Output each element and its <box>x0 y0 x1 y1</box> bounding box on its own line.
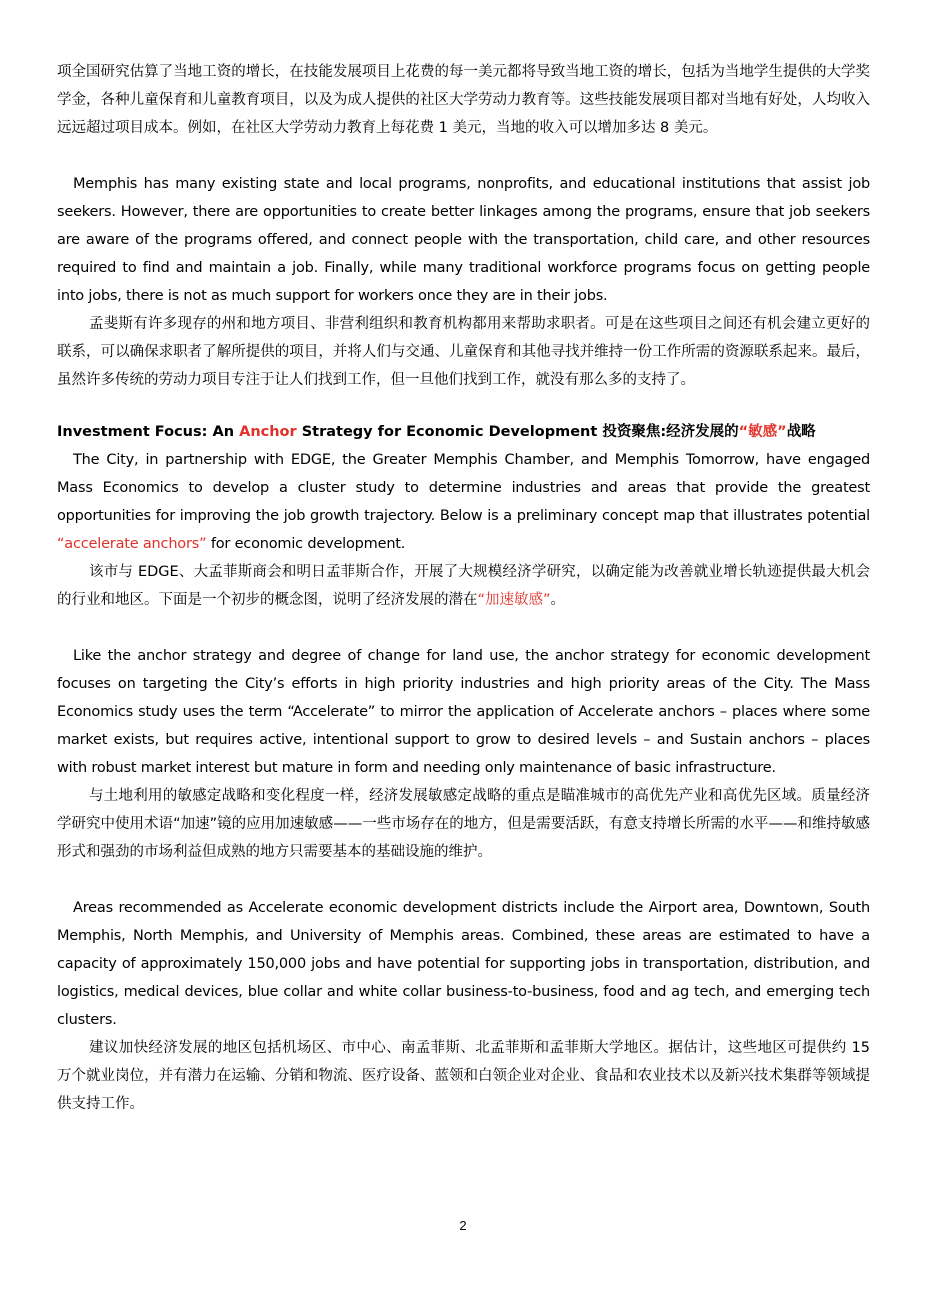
heading-part-1: Investment Focus: An <box>57 424 240 440</box>
en-city-text-a: The City, in partnership with EDGE, the Greater Memphis Chamber, and Memphis Tomorrow, have engaged Mass Economics to develop a cluster study to determine industries and areas that provide the greatest opportunities for improving the job growth trajectory. Below is a preliminary concept map that illustrates potential <box>57 452 870 524</box>
paragraph-en-areas: Areas recommended as Accelerate economic development districts include the Airport area, Downtown, South Memphis, North Memphis, and University of Memphis areas. Combined, these areas are estimated to have a capacity of approximately 150,000 jobs and have potential for supporting jobs in transportation, distribution, and logistics, medical devices, blue collar and white collar business-to-business, food and ag tech, and emerging tech clusters. <box>57 900 870 1028</box>
paragraph-en-programs: Memphis has many existing state and local programs, nonprofits, and educational institutions that assist job seekers. However, there are opportunities to create better linkages among the programs, ensure that job seekers are aware of the programs offered, and connect people with the transportation, child care, and other resources required to find and maintain a job. Finally, while many traditional workforce programs focus on getting people into jobs, there is not as much support for workers once they are in their jobs. <box>57 176 870 304</box>
section-heading <box>57 418 870 446</box>
heading-sensitive-red: “敏感” <box>738 424 787 440</box>
heading-part-2: Strategy for Economic Development 投资聚焦:经济发展的 <box>296 424 739 440</box>
paragraph-zh-programs: 孟斐斯有许多现存的州和地方项目、非营利组织和教育机构都用来帮助求职者。可是在这些项目之间还有机会建立更好的联系，可以确保求职者了解所提供的项目，并将人们与交通、儿童保育和其他寻找并维持一份工作所需的资源联系起来。最后，虽然许多传统的劳动力项目专注于让人们找到工作，但一旦他们找到工作，就没有那么多的支持了。 <box>57 316 870 388</box>
document-page <box>57 58 870 1118</box>
en-city-text-b: for economic development. <box>206 536 406 552</box>
en-city-accelerate-anchors: “accelerate anchors” <box>57 536 207 552</box>
page-number: 2 <box>459 1218 467 1233</box>
zh-city-accelerate-sensitive: “加速敏感” <box>477 592 551 608</box>
paragraph-zh-areas: 建议加快经济发展的地区包括机场区、市中心、南孟菲斯、北孟菲斯和孟菲斯大学地区。据估计，这些地区可提供约 15 万个就业岗位，并有潜力在运输、分销和物流、医疗设备、蓝领和白领企业对企业、食品和农业技术以及新兴技术集群等领域提供支持工作。 <box>57 1040 870 1112</box>
paragraph-zh-intro: 项全国研究估算了当地工资的增长，在技能发展项目上花费的每一美元都将导致当地工资的增长，包括为当地学生提供的大学奖学金，各种儿童保育和儿童教育项目，以及为成人提供的社区大学劳动力教育等。这些技能发展项目都对当地有好处，人均收入远远超过项目成本。例如，在社区大学劳动力教育上每花费 1 美元，当地的收入可以增加多达 8 美元。 <box>57 64 870 136</box>
paragraph-en-city <box>57 446 870 558</box>
zh-city-text-a: 该市与 EDGE、大孟菲斯商会和明日孟菲斯合作，开展了大规模经济学研究，以确定能为改善就业增长轨迹提供最大机会的行业和地区。下面是一个初步的概念图，说明了经济发展的潜在 <box>57 564 870 608</box>
paragraph-en-anchor: Like the anchor strategy and degree of change for land use, the anchor strategy for economic development focuses on targeting the City’s efforts in high priority industries and high priority areas of the City. The Mass Economics study uses the term “Accelerate” to mirror the application of Accelerate anchors – places where some market exists, but requires active, intentional support to grow to desired levels – and Sustain anchors – places with robust market interest but mature in form and needing only maintenance of basic infrastructure. <box>57 648 870 776</box>
paragraph-zh-anchor: 与土地利用的敏感定战略和变化程度一样，经济发展敏感定战略的重点是瞄准城市的高优先产业和高优先区域。质量经济学研究中使用术语“加速”镜的应用加速敏感——一些市场存在的地方，但是需要活跃，有意支持增长所需的水平——和维持敏感形式和强劲的市场利益但成熟的地方只需要基本的基础设施的维护。 <box>57 788 870 860</box>
heading-part-3: 战略 <box>786 424 816 440</box>
zh-city-text-b: 。 <box>550 592 566 608</box>
paragraph-zh-city <box>57 558 870 614</box>
heading-anchor-red: Anchor <box>239 424 297 440</box>
